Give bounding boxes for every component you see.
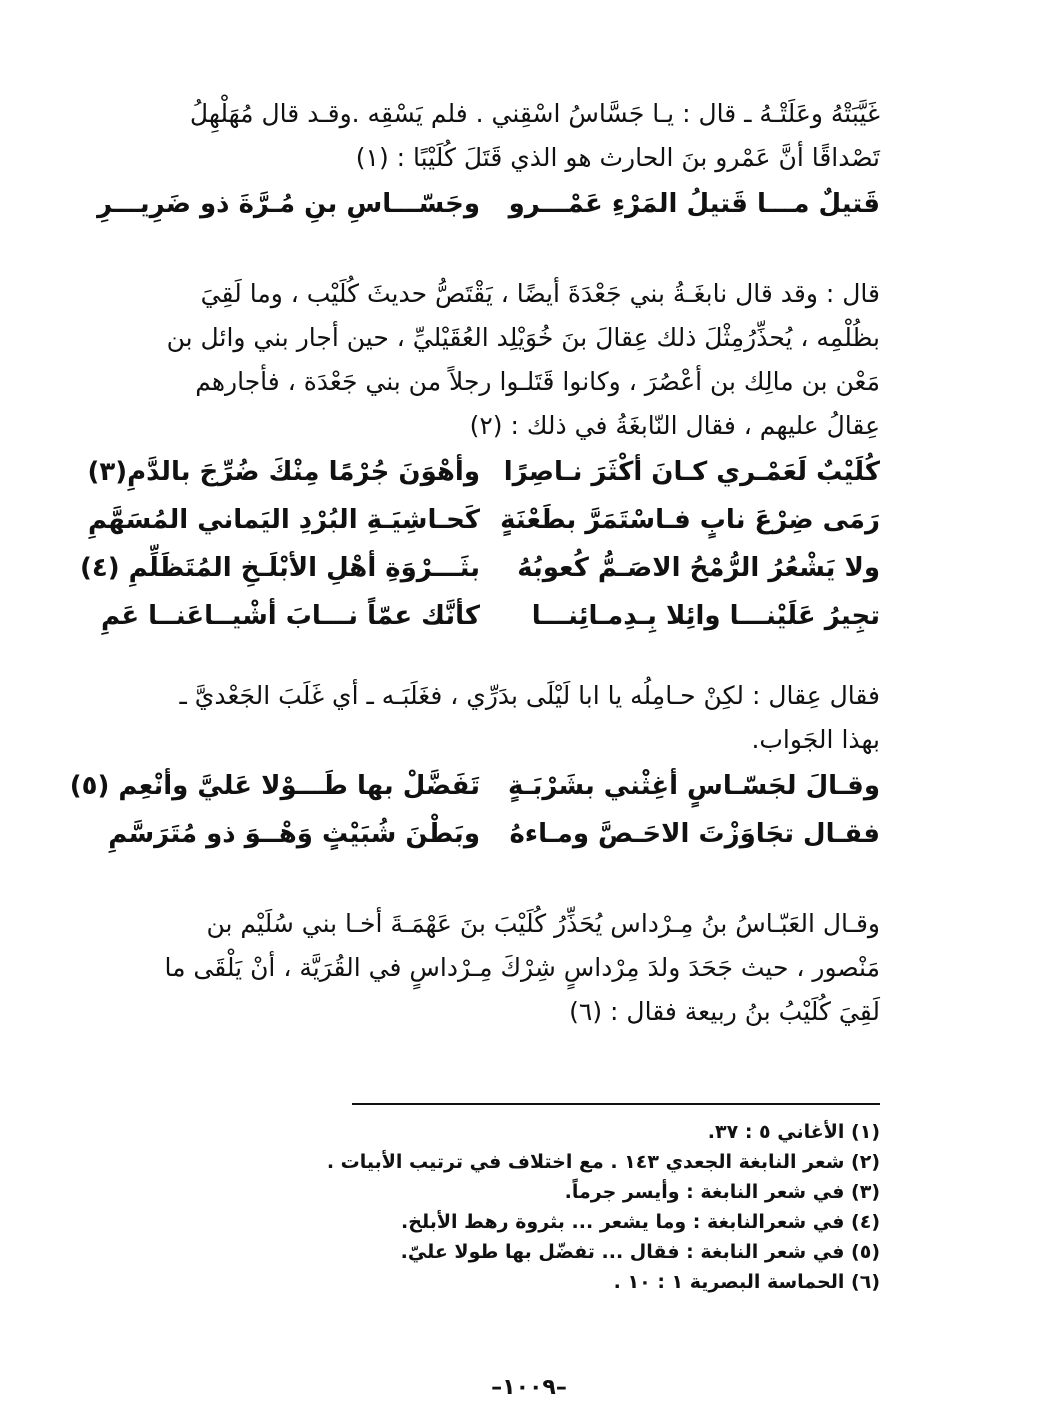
paragraph-3 [120,674,880,762]
verse-line [97,180,880,228]
verse-second-hemistich: تَفَضَّلْ بها طَـــوْلا عَليَّ وأنْعِم (٥) [69,771,480,801]
page-number: –١٠٠٩– [491,1375,567,1400]
footnote: (٥) في شعر النابغة : فقال ... تفضّل بها طولا عليّ. [400,1241,880,1263]
footnotes [160,1103,880,1297]
text-line: بظُلْمِه ، يُحذِّرُمِثْلَ ذلك عِقالَ بنَ خُوَيْلِد العُقَيْليِّ ، حين أجار بني وائل بن [166,323,880,352]
verse-line [69,762,880,810]
footnote: (٦) الحماسة البصرية ١ : ١٠ . [613,1271,880,1293]
text-line: غَيَّبَتْهُ وعَلَتْـهُ ـ قال : يـا جَسَّاسُ اسْقِني . فلم يَسْقِه .وقـد قال مُهَلْهِلُ [189,99,880,128]
verse-line [88,496,880,544]
verse-block-1 [97,180,880,228]
paragraph-4 [120,902,880,1034]
verse-first-hemistich: ولا يَشْعُرُ الرُّمْحُ الاصَـمُّ كُعوبُهُ [517,553,880,583]
footnote: (٢) شعر النابغة الجعدي ١٤٣ . مع اختلاف في ترتيب الأبيات . [326,1151,880,1173]
text-line: تَصْداقًا أنَّ عَمْرو بنَ الحارث هو الذي قَتَلَ كُلَيْبًا : (١) [355,143,880,172]
footnote: (١) الأغاني ٥ : ٣٧. [707,1121,880,1143]
verse-first-hemistich: قَتيلٌ مـــا قَتيلُ المَرْءِ عَمْـــرو [508,189,880,219]
verse-line [79,544,880,592]
text-line: مَعْن بن مالِك بن أعْصُرَ ، وكانوا قَتَلـوا رجلاً من بني جَعْدَة ، فأجارهم [195,367,880,396]
paragraph-2 [120,272,880,448]
verse-first-hemistich: وقـالَ لجَسّـاسٍ أغِثْني بشَرْبَـةٍ [507,771,880,801]
text-line: قال : وقد قال نابغَـةُ بني جَعْدَةَ أيضًا ، يَقْتَصُّ حديثَ كُلَيْب ، وما لَقِيَ [200,279,880,308]
verse-second-hemistich: وبَطْنَ شُبَيْثٍ وَهْــوَ ذو مُتَرَسَّمِ [108,819,480,849]
text-line: عِقالُ عليهم ، فقال النّابغَةُ في ذلك : (٢) [469,411,880,440]
verse-block-2 [79,448,880,640]
verse-second-hemistich: وأهْوَنَ جُرْمًا مِنْكَ ضُرِّجَ بالدَّمِ(٣) [87,457,480,487]
verse-second-hemistich: كأنَّك عمّاً نـــابَ أشْيــاعَنــا عَمِ [100,601,480,631]
verse-second-hemistich: كَحـاشِيَـةِ البُرْدِ اليَماني المُسَهَّمِ [88,505,480,535]
paragraph-1 [120,92,880,180]
verse-line [87,448,880,496]
footnote-divider [352,1103,880,1105]
verse-first-hemistich: كُلَيْبٌ لَعَمْـري كـانَ أكْثَرَ نـاصِرًا [503,457,880,487]
footnote: (٣) في شعر النابغة : وأيسر جرماً. [564,1181,880,1203]
verse-second-hemistich: بثَـــرْوَةِ أهْلِ الأبْلَـخِ المُتَظَلِّمِ (٤) [79,553,480,583]
verse-first-hemistich: رَمَى ضِرْعَ نابٍ فـاسْتَمَرَّ بطَعْنَةٍ [500,505,880,535]
verse-line [108,810,880,858]
text-line: بهذا الجَواب. [751,725,880,754]
text-line: وقـال العَبّـاسُ بنُ مِـرْداس يُحَذِّرُ كُلَيْبَ بنَ عَهْمَـةَ أخـا بني سُلَيْم بن [206,909,880,938]
verse-first-hemistich: تجِيرُ عَلَيْنـــا وائِلا بِـدِمـائِنـــا [531,601,880,631]
verse-second-hemistich: وجَسّـــاسِ بنِ مُـرَّةَ ذو ضَرِيـــرِ [97,189,480,219]
verse-block-3 [69,762,880,858]
verse-line [100,592,880,640]
text-line: لَقِيَ كُلَيْبُ بنُ ربيعة فقال : (٦) [569,997,880,1026]
footnote: (٤) في شعرالنابغة : وما يشعر ... بثروة رهط الأبلخ. [401,1211,880,1233]
text-line: فقال عِقال : لكِنْ حـامِلُه يا ابا لَيْلَى بدَرِّي ، فغَلَبَـه ـ أي غَلَبَ الجَعْديَّ ـ [179,681,880,710]
verse-first-hemistich: فقـال تجَاوَزْتَ الاحَـصَّ ومـاءهُ [509,819,880,849]
text-line: مَنْصور ، حيث جَحَدَ ولدَ مِرْداسٍ شِرْكَ مِـرْداسٍ في القُرَيَّة ، أنْ يَلْقَى ما [164,953,880,982]
page-body [69,92,880,1034]
